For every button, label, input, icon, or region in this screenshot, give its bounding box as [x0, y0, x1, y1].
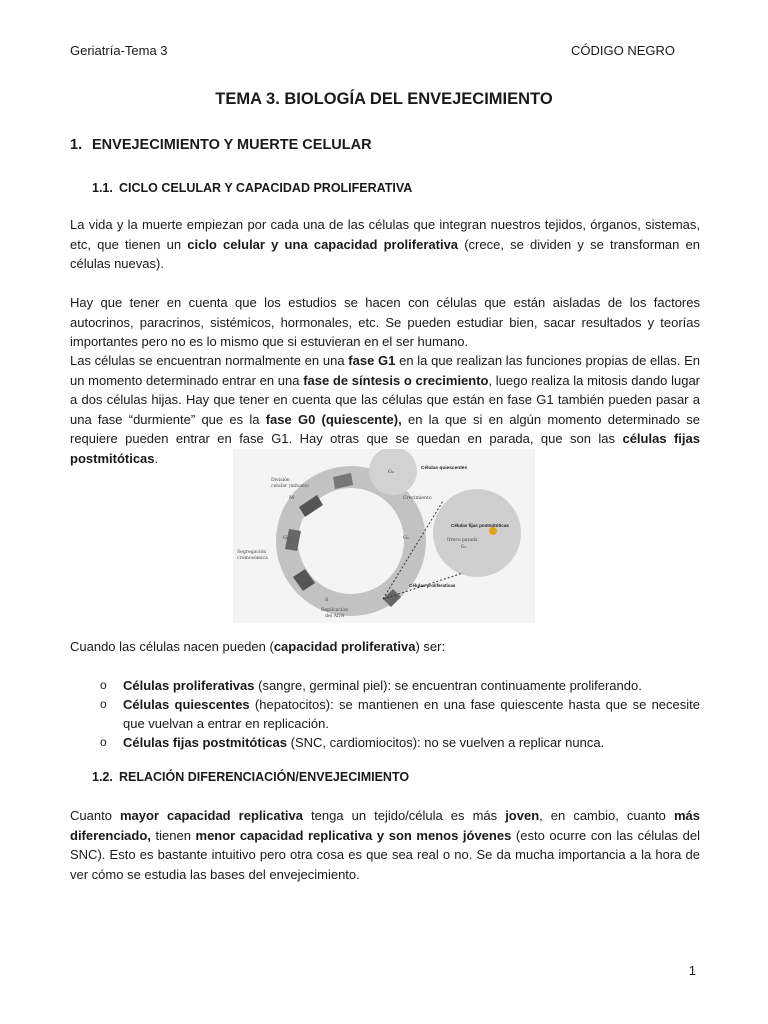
crecimiento-label: Crecimiento [403, 496, 432, 501]
segregacion-label-2: cromosómica [237, 556, 268, 561]
subsection-title: RELACIÓN DIFERENCIACIÓN/ENVEJECIMIENTO [119, 770, 410, 784]
subsection-title: CICLO CELULAR Y CAPACIDAD PROLIFERATIVA [119, 181, 413, 195]
list-item: o Células proliferativas (sangre, germinal piel): se encuentran continuamente proliferando. [100, 678, 642, 693]
division-label-2: celular (mitosis) [271, 484, 309, 489]
paragraph-5: Cuanto mayor capacidad replicativa tenga un tejido/célula es más joven, en cambio, cuanto más diferenciado, tienen menor capacidad replicativa y son menos jóvenes (esto ocurre con las células del SNC). Esto es bastante intuitivo pero otra cosa es que sea real o no. Se da mucha importancia a la hora de ver cómo se estudia las bases del envejecimiento. [70, 808, 700, 882]
proliferativas-label: Células proliferativas [409, 583, 456, 588]
page-number: 1 [688, 963, 696, 978]
g1-label: G₁ [403, 535, 409, 541]
subsection-number: 1.2. [92, 770, 113, 784]
section-title: ENVEJECIMIENTO Y MUERTE CELULAR [92, 137, 372, 153]
g0-label: G₀ [388, 469, 394, 475]
postmitotic-bubble [433, 489, 521, 577]
header-left: Geriatría-Tema 3 [70, 43, 168, 58]
g2-label: G₂ [283, 535, 289, 541]
parada-label: Irreco parada [447, 538, 478, 543]
replicacion-label-2: del ADN [325, 614, 345, 619]
postmitoticas-label: Células fijas postmitóticas [451, 523, 509, 528]
bullet: o [100, 735, 107, 749]
subsection-heading-1-2 [92, 770, 409, 784]
s-label: S [325, 597, 329, 603]
subsection-number: 1.1. [92, 181, 113, 195]
paragraph-3: Las células se encuentran normalmente en una fase G1 en la que realizan las funciones propias de ellas. En un momento determinado entrar en una fase de síntesis o crecimiento, luego realiza la mitosis dando lugar a dos células hijas. Hay que tener en cuenta que las células que están en fase G1 también pueden pasar a una fase “durmiente” que es la fase G0 (quiescente), en la que si en algún momento determinado se requiere pueden entrar en fase G1. Hay otras que se quedan en parada, que son las células fijas postmitóticas. [70, 353, 701, 466]
paragraph-2: Hay que tener en cuenta que los estudios se hacen con células que están aisladas de los factores autocrinos, paracrinos, sistémicos, hormonales, etc. Se pueden estudiar bien, sacar resultados y teorías importantes pero no es lo mismo que si estuvieran en el ser humano. [70, 295, 700, 349]
list-item: o Células fijas postmitóticas (SNC, cardiomiocitos): no se vuelven a replicar nunca. [100, 735, 605, 750]
paragraph-1: La vida y la muerte empiezan por cada una de las células que integran nuestros tejidos, órganos, sistemas, etc, que tienen un ciclo celular y una capacidad proliferativa (crece, se dividen y se transforman en células nuevas). [70, 217, 700, 271]
page-title: TEMA 3. BIOLOGÍA DEL ENVEJECIMIENTO [215, 90, 553, 108]
bullet: o [100, 697, 107, 711]
cell-marker [489, 527, 497, 535]
header-right: CÓDIGO NEGRO [570, 43, 675, 58]
list-item: o Células quiescentes (hepatocitos): se mantienen en una fase quiescente hasta que se necesite que vuelvan a entrar en replicación. [100, 697, 700, 731]
section-heading-1 [70, 137, 372, 153]
segregacion-label: Segregación [237, 550, 267, 555]
cell-type-list [100, 676, 700, 752]
division-label: División [271, 478, 290, 483]
subsection-heading-1-1 [92, 181, 412, 195]
section-number: 1. [70, 137, 83, 153]
cell-cycle-figure [233, 449, 535, 623]
m-label: M [289, 495, 295, 501]
parada-g1-label: G₁ [461, 545, 467, 550]
replicacion-label: Replicación [321, 608, 349, 613]
paragraph-4: Cuando las células nacen pueden (capacidad proliferativa) ser: [70, 639, 446, 654]
bullet: o [100, 678, 107, 692]
quiescentes-label: Células quiescentes [421, 466, 468, 471]
